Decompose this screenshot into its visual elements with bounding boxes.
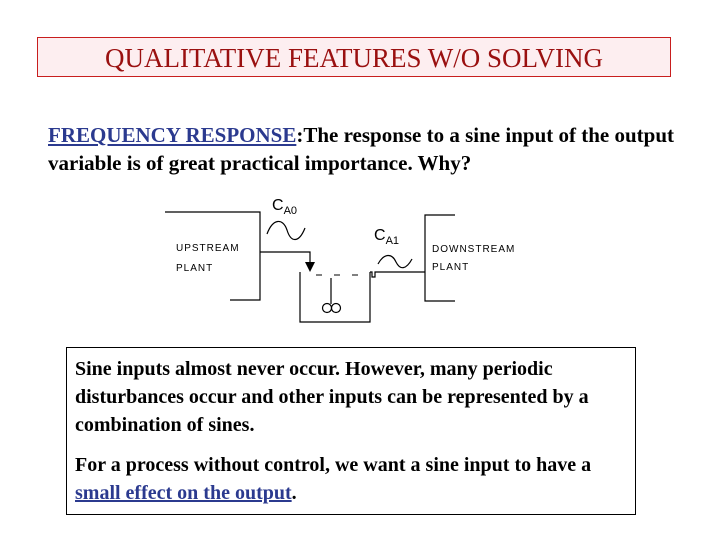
- frequency-response-term: FREQUENCY RESPONSE: [48, 123, 297, 147]
- upstream-plant-label-line2: PLANT: [176, 263, 214, 274]
- output-sine-icon: [378, 255, 412, 267]
- input-sine-icon: [267, 221, 305, 239]
- intro-text: :The response to a sine input of the output variable is of great practical importance. Why?: [48, 123, 675, 175]
- explanation-paragraph-1: Sine inputs almost never occur. However, many periodic disturbances occur and other inputs can be represented by a combination of sines.: [75, 358, 589, 436]
- input-concentration-label: [272, 197, 297, 217]
- downstream-plant-label-line2: PLANT: [432, 262, 470, 273]
- downstream-plant-label: DOWNSTREAM: [432, 244, 516, 255]
- small-effect-highlight: small effect on the output: [75, 482, 292, 504]
- output-label-main: C: [374, 227, 386, 244]
- mixing-tank: [300, 272, 370, 322]
- paragraph-2-end: .: [291, 482, 297, 504]
- output-concentration-label: [374, 227, 399, 247]
- slide-title: QUALITATIVE FEATURES W/O SOLVING: [37, 37, 671, 77]
- agitator-blade: [332, 304, 341, 313]
- upstream-plant-outline: [165, 212, 260, 300]
- output-label-subscript: A1: [385, 235, 400, 247]
- explanation-paragraph-2: [75, 451, 627, 507]
- feed-arrow-head: [305, 262, 315, 272]
- feed-pipe: [260, 252, 310, 262]
- outlet-pipe: [370, 272, 425, 277]
- paragraph-2-text: For a process without control, we want a sine input to have a: [75, 454, 592, 476]
- input-label-main: C: [272, 197, 284, 214]
- explanation-box: [66, 347, 636, 515]
- agitator-blade: [323, 304, 332, 313]
- upstream-plant-label: UPSTREAM: [176, 243, 240, 254]
- input-label-subscript: A0: [283, 205, 298, 217]
- downstream-plant-outline: [425, 215, 455, 301]
